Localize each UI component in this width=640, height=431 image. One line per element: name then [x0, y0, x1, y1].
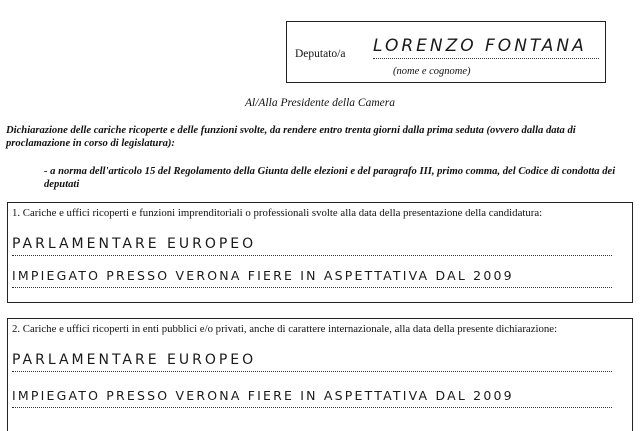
section-1-line-1[interactable]: PARLAMENTARE EUROPEO [12, 233, 612, 256]
section-1 [7, 202, 633, 303]
declaration-heading: Dichiarazione delle cariche ricoperte e delle funzioni svolte, da rendere entro trenta giorni dalla prima seduta (ovvero dalla data di proclamazione in corso di legislatura): [6, 125, 576, 149]
section-2-line-1[interactable]: PARLAMENTARE EUROPEO [12, 349, 612, 372]
section-2-title: 2. Cariche e uffici ricoperti in enti pubblici e/o privati, anche di carattere internazionale, alla data della presente dichiarazione: [12, 323, 558, 335]
section-1-line-2[interactable]: IMPIEGATO PRESSO VERONA FIERE IN ASPETTATIVA DAL 2009 [12, 265, 612, 288]
regulation-reference: - a norma dell'articolo 15 del Regolamento della Giunta delle elezioni e del paragrafo III, primo comma, del Codice di condotta dei deputati [44, 166, 616, 190]
section-2 [7, 318, 633, 431]
deputy-name-box [286, 21, 606, 83]
section-1-title: 1. Cariche e uffici ricoperti e funzioni imprenditoriali o professionali svolte alla data della presentazione della candidatura: [12, 207, 543, 219]
cropped-header-text [10, 0, 630, 6]
deputy-name-hint: (nome e cognome) [393, 66, 471, 77]
deputy-name-field[interactable]: LORENZO FONTANA [373, 34, 599, 59]
addressee: Al/Alla Presidente della Camera [244, 97, 395, 109]
deputy-label: Deputato/a [295, 48, 346, 60]
section-2-line-2[interactable]: IMPIEGATO PRESSO VERONA FIERE IN ASPETTATIVA DAL 2009 [12, 385, 612, 408]
